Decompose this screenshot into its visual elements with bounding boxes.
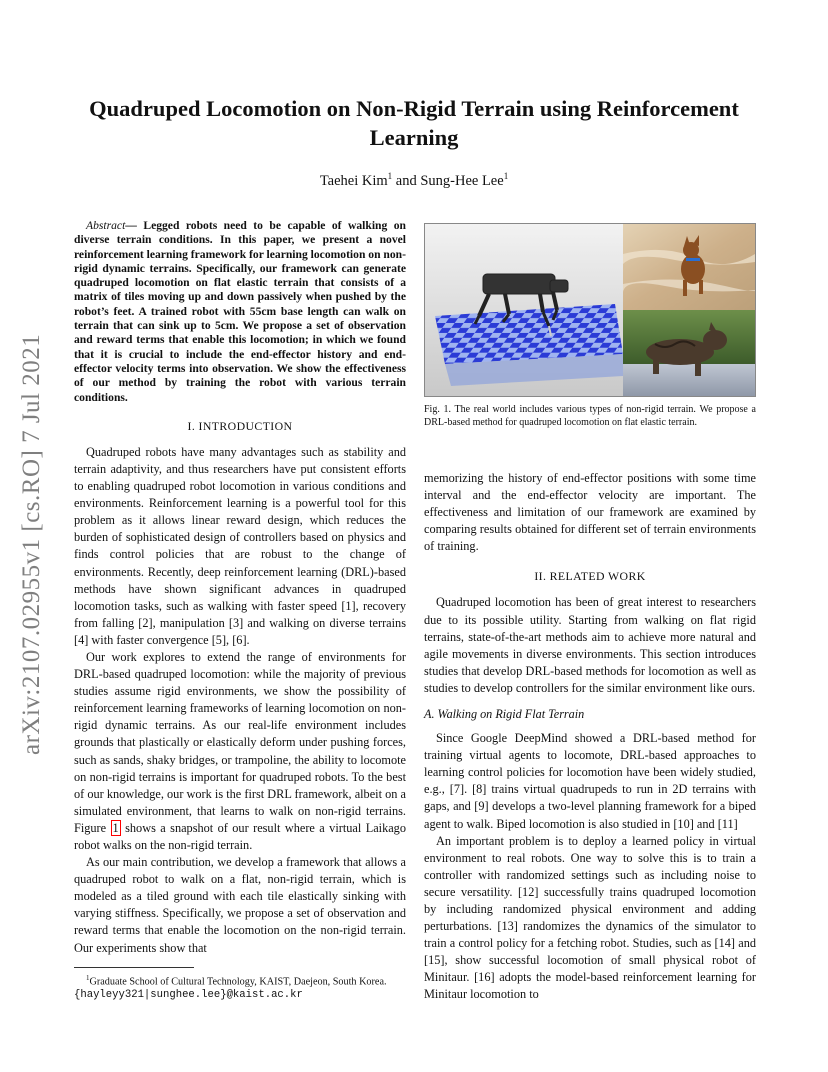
- intro-paragraph-2: [74, 649, 406, 854]
- affiliation-mark: 1: [387, 171, 393, 181]
- arxiv-identifier: arXiv:2107.02955v1 [cs.RO] 7 Jul 2021: [18, 333, 45, 755]
- footnote-mark: 1: [86, 973, 90, 982]
- intro-paragraph-3: As our main contribution, we develop a framework that allows a quadruped robot to walk on a flat, non-rigid terrain, which is modeled as a tiled ground with each tile elastically sinking with varying stiffness. Specifically, we propose a set of observation and reward terms that enable the locomotion on the non-rigid terrain. Our experiments show that: [74, 855, 406, 955]
- author-line: [74, 171, 754, 190]
- intro-paragraph-1: Quadruped robots have many advantages such as stability and terrain adaptivity, and thus researchers have put consistent efforts to enabling quadruped robot locomotion in various conditions and environments. Reinforcement learning is a powerful tool for this problem as it allows linear reward design, which reduces the burden of sophisticated design of controllers based on physics and finds control policies that are robust to the change of environments. Recently, deep reinforcement learning (DRL)-based methods have shown significant advances in quadruped locomotion tasks, such as walking with faster speed [1], recovery from falling [2], manipulation [3] and walking on diverse terrains [4] with faster convergence [5], [6].: [74, 444, 406, 647]
- paper-title: Quadruped Locomotion on Non-Rigid Terrain using Reinforcement Learning: [89, 96, 739, 150]
- figure-1-caption: Fig. 1. The real world includes various types of non-rigid terrain. We propose a DRL-based method for quadruped locomotion on flat elastic terrain.: [424, 404, 756, 428]
- author-conjunction: and: [392, 172, 421, 189]
- section-heading-related-work: II. RELATED WORK: [534, 569, 646, 584]
- figure-1: [424, 223, 756, 397]
- rigid-terrain-paragraph-2: An important problem is to deploy a learned policy in virtual environment to real robots. One way to solve this is to train a controller with randomized settings such as including noise to secure versatility. [12] successfully trains quadruped locomotion by including randomized physical environment and adding perturbations. [13] randomizes the dynamics of the simulator to train a control policy for a fetching robot. Studies, such as [14] and [15], show successful locomotion of small physical robot of Minitaur. [16] adopts the model-based reinforcement learning for Minitaur locomotion to: [424, 833, 756, 1002]
- subsection-heading-rigid-flat-terrain: A. Walking on Rigid Flat Terrain: [424, 707, 585, 722]
- author-name: Sung-Hee Lee: [420, 172, 504, 189]
- figure-1-image: [425, 224, 755, 396]
- affiliation-mark: 1: [503, 171, 509, 181]
- right-column: [424, 470, 756, 1004]
- footnote-divider: [74, 967, 194, 968]
- abstract: [74, 219, 406, 405]
- related-work-paragraph-1: Quadruped locomotion has been of great interest to researchers due to its possible utility. Starting from walking on flat rigid terrains, state-of-the-art methods aim to achieve more natural and agile movements in diverse environments. This section introduces studies that develop DRL-based methods for locomotion as well as studies to develop controllers for the similar environment like ours.: [424, 595, 756, 695]
- author-emails: {hayleyy321|sunghee.lee}@kaist.ac.kr: [74, 988, 303, 1001]
- footnote-text: Graduate School of Cultural Technology, KAIST, Daejeon, South Korea.: [89, 976, 387, 988]
- abstract-label: Abstract: [86, 219, 126, 232]
- intro-paragraph-2-text-a: Our work explores to extend the range of environments for DRL-based quadruped locomotion: while the majority of previous studies assume rigid environments, we show the possibility of reinforcement learning frameworks of learning locomotion on non-rigid dynamic terrains. As our real-life environment includes grounds that plastically or elastically deform under pushing forces, such as sands, shaky bridges, or trampoline, the ability to locomote on non-rigid terrains is important for quadruped robots. To the best of our knowledge, our work is the first DRL framework, albeit on a simulated environment, that learns to walk on non-rigid terrains. Figure: [74, 649, 406, 835]
- intro-paragraph-2-text-b: shows a snapshot of our result where a virtual Laikago robot walks on the non-rigid terrain.: [74, 820, 406, 853]
- intro-paragraph-continued: memorizing the history of end-effector positions with some time interval and the end-effector velocity are important. The effectiveness and limitation of our framework are examined by comparing results obtained for different set of terrain environments of training.: [424, 471, 756, 554]
- left-column: [74, 219, 406, 1002]
- rigid-terrain-paragraph-1: Since Google DeepMind showed a DRL-based method for training virtual agents to locomote, DRL-based approaches to learning control policies for locomotion have been widely studied, e.g., [7]. [8] trains virtual quadrupeds to run in 2D terrains with gaps, and [9] develops a two-level planning framework for a biped agent to walk. Biped locomotion is also studied in [10] and [11]: [424, 731, 756, 831]
- abstract-text: — Legged robots need to be capable of walking on diverse terrain conditions. In this paper, we present a novel reinforcement learning framework for learning locomotion on non-rigid dynamic terrains. Specifically, our framework can generate quadruped locomotion on flat elastic terrain that consists of a matrix of tiles moving up and down passively when pushed by the robot’s feet. A trained robot with 55cm base length can walk on terrain that can sink up to 5cm. We propose a set of observation and reward terms that enable this locomotion; in which we found that it is crucial to include the end-effector history and end-effector velocity terms into observation. We show the effectiveness of our method by training the robot with various terrain conditions.: [74, 219, 406, 404]
- author-name: Taehei Kim: [319, 172, 388, 189]
- footnote-affiliation: [74, 972, 406, 1002]
- figure-reference-link[interactable]: 1: [112, 820, 119, 835]
- section-heading-introduction: I. INTRODUCTION: [187, 418, 293, 433]
